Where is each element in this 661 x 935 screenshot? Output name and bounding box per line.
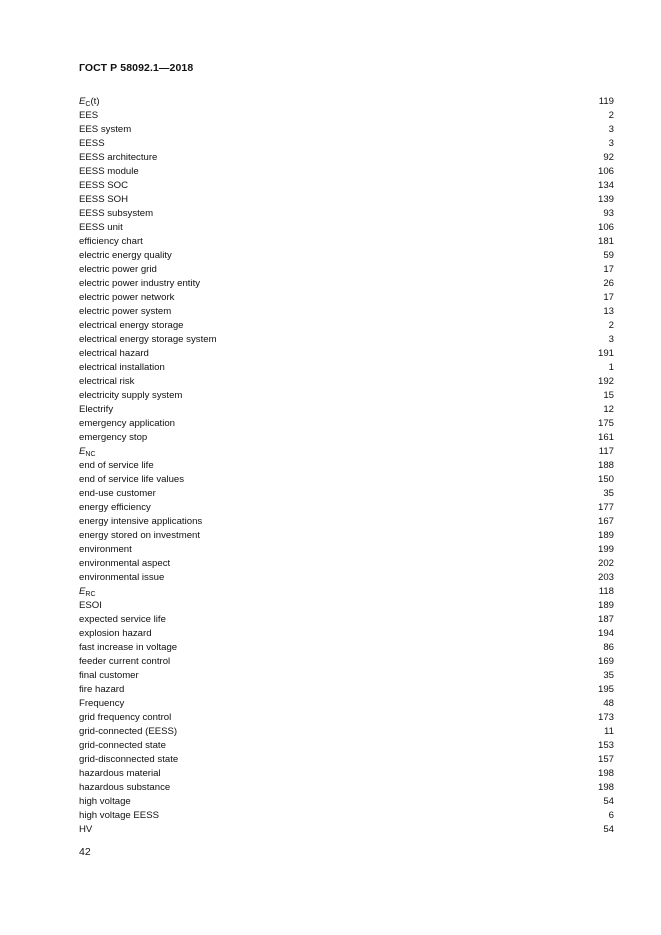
index-entry [79,599,614,613]
index-term: EESS unit [79,222,123,233]
index-page-number: 118 [598,586,614,597]
index-entry [79,305,614,319]
index-page-number: 3 [608,138,614,149]
index-term: environment [79,544,132,555]
index-term: grid-disconnected state [79,754,179,765]
index-term: energy stored on investment [79,530,201,541]
index-page-number: 3 [608,334,614,345]
index-list [79,95,614,837]
index-term: emergency stop [79,432,148,443]
index-page-number: 35 [603,670,614,681]
index-term: EESS SOC [79,180,129,191]
index-term: electric power network [79,292,175,303]
index-page-number: 106 [597,222,614,233]
index-entry [79,725,614,739]
index-term: electrical risk [79,376,135,387]
index-entry [79,347,614,361]
index-term: electric power grid [79,264,157,275]
symbol-suffix: (t) [90,96,100,107]
index-term: end-use customer [79,488,156,499]
index-page-number: 2 [608,320,614,331]
index-entry [79,151,614,165]
index-page-number: 173 [597,712,614,723]
index-entry [79,641,614,655]
index-term: electrical energy storage [79,320,184,331]
index-term: Frequency [79,698,125,709]
index-entry [79,207,614,221]
index-entry [79,459,614,473]
index-term: electrical energy storage system [79,334,217,345]
index-entry [79,753,614,767]
index-page-number: 134 [597,180,614,191]
index-entry [79,655,614,669]
index-entry [79,529,614,543]
index-term: end of service life [79,460,154,471]
index-page-number: 198 [597,768,614,779]
index-term: high voltage [79,796,131,807]
index-page-number: 26 [603,278,614,289]
index-entry [79,319,614,333]
index-term: grid frequency control [79,712,172,723]
index-term: explosion hazard [79,628,152,639]
index-page-number: 189 [597,600,614,611]
index-page-number: 203 [597,572,614,583]
index-term [79,95,100,109]
index-entry [79,193,614,207]
index-entry [79,361,614,375]
index-entry [79,445,614,459]
index-term: energy efficiency [79,502,151,513]
index-term: electric power industry entity [79,278,201,289]
index-page-number: 150 [597,474,614,485]
index-entry [79,683,614,697]
index-entry [79,235,614,249]
index-term: energy intensive applications [79,516,203,527]
index-term: electricity supply system [79,390,183,401]
index-entry [79,795,614,809]
symbol-subscript: NC [85,451,96,458]
index-entry [79,571,614,585]
index-page-number: 202 [597,558,614,569]
index-page-number: 189 [597,530,614,541]
index-page-number: 194 [597,628,614,639]
index-page-number: 153 [597,740,614,751]
index-entry [79,487,614,501]
index-page-number: 169 [597,656,614,667]
index-page-number: 54 [603,796,614,807]
index-page-number: 86 [603,642,614,653]
index-entry [79,557,614,571]
index-page-number: 48 [603,698,614,709]
index-entry [79,627,614,641]
index-page-number: 13 [603,306,614,317]
index-entry [79,375,614,389]
index-entry [79,333,614,347]
index-page-number: 3 [608,124,614,135]
symbol-letter: E [79,96,86,107]
index-entry [79,473,614,487]
index-term: electric power system [79,306,172,317]
index-entry [79,95,614,109]
index-entry [79,585,614,599]
index-page-number: 59 [603,250,614,261]
index-page-number: 119 [598,96,614,107]
index-term: EES system [79,124,132,135]
index-term: HV [79,824,93,835]
index-term: end of service life values [79,474,185,485]
index-page-number: 54 [603,824,614,835]
index-page-number: 11 [604,726,614,737]
index-page-number: 139 [597,194,614,205]
index-entry [79,165,614,179]
symbol-letter: E [79,586,86,597]
index-term: EESS SOH [79,194,129,205]
index-term: environmental issue [79,572,165,583]
index-term: ESOI [79,600,102,611]
index-entry [79,501,614,515]
index-page-number: 35 [603,488,614,499]
index-entry [79,515,614,529]
index-page-number: 6 [608,810,614,821]
index-term: EESS subsystem [79,208,154,219]
index-term: high voltage EESS [79,810,160,821]
index-page-number: 106 [597,166,614,177]
index-page-number: 191 [597,348,614,359]
index-entry [79,123,614,137]
index-entry [79,263,614,277]
index-entry [79,291,614,305]
index-term: EES [79,110,99,121]
index-page-number: 195 [597,684,614,695]
index-term: hazardous substance [79,782,171,793]
index-page-number: 2 [608,110,614,121]
index-term: efficiency chart [79,236,143,247]
index-entry [79,431,614,445]
index-entry [79,809,614,823]
index-page-number: 15 [603,390,614,401]
index-entry [79,781,614,795]
index-term: EESS architecture [79,152,158,163]
symbol-letter: E [79,446,86,457]
index-page-number: 198 [597,782,614,793]
index-term [79,585,96,599]
index-entry [79,739,614,753]
index-page-number: 92 [603,152,614,163]
index-entry [79,669,614,683]
index-page-number: 1 [608,362,614,373]
index-term: expected service life [79,614,166,625]
index-term [79,445,96,459]
index-entry [79,249,614,263]
index-term: fire hazard [79,684,125,695]
index-entry [79,277,614,291]
symbol-subscript: RC [85,591,96,598]
index-entry [79,179,614,193]
index-page-number: 117 [598,446,614,457]
index-entry [79,109,614,123]
index-page-number: 187 [597,614,614,625]
index-term: electric energy quality [79,250,172,261]
index-entry [79,823,614,837]
index-term: grid-connected state [79,740,166,751]
index-term: feeder current control [79,656,171,667]
index-term: final customer [79,670,139,681]
index-entry [79,767,614,781]
index-term: hazardous material [79,768,161,779]
index-page-number: 199 [597,544,614,555]
index-entry [79,403,614,417]
index-term: Electrify [79,404,114,415]
page-header: ГОСТ Р 58092.1—2018 [79,62,194,74]
index-entry [79,417,614,431]
index-entry [79,137,614,151]
index-entry [79,711,614,725]
index-entry [79,543,614,557]
page-number: 42 [79,846,91,858]
index-entry [79,389,614,403]
index-entry [79,221,614,235]
index-page-number: 17 [603,292,614,303]
index-page-number: 175 [597,418,614,429]
index-page-number: 188 [597,460,614,471]
index-term: grid-connected (EESS) [79,726,178,737]
index-page-number: 177 [597,502,614,513]
index-page-number: 167 [597,516,614,527]
index-page-number: 93 [603,208,614,219]
index-page-number: 12 [603,404,614,415]
index-page-number: 181 [597,236,614,247]
index-entry [79,613,614,627]
symbol-subscript: C [85,101,91,108]
index-page-number: 161 [597,432,614,443]
index-page-number: 17 [603,264,614,275]
index-term: emergency application [79,418,175,429]
index-term: fast increase in voltage [79,642,178,653]
index-page-number: 157 [597,754,614,765]
index-page-number: 192 [597,376,614,387]
index-entry [79,697,614,711]
index-term: EESS [79,138,105,149]
index-term: electrical installation [79,362,165,373]
index-term: environmental aspect [79,558,171,569]
index-term: electrical hazard [79,348,149,359]
index-term: EESS module [79,166,139,177]
